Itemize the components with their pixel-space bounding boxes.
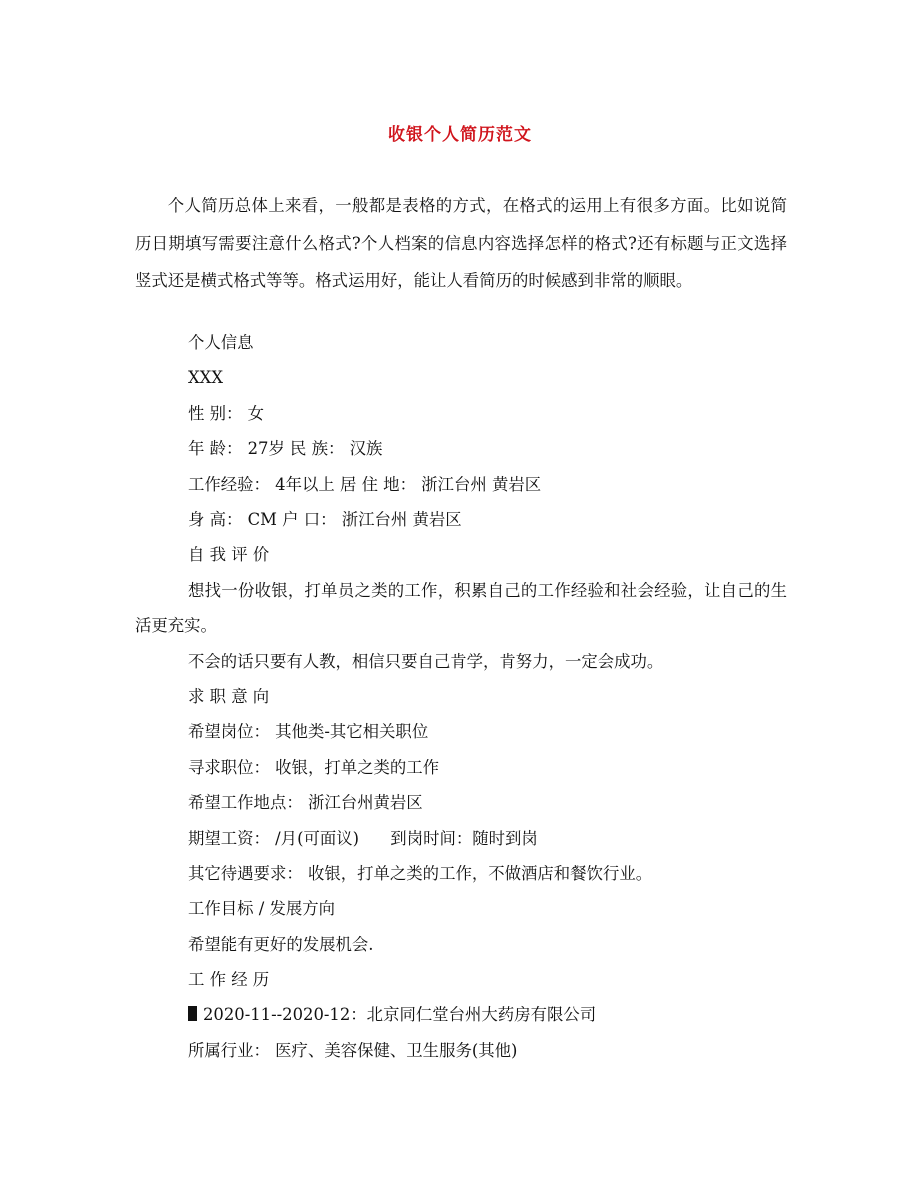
section-heading-career-goal: 工作目标 / 发展方向 bbox=[188, 899, 336, 919]
self-evaluation-line-2: 不会的话只要有人教，相信只要自己肯学，肯努力，一定会成功。 bbox=[188, 651, 664, 671]
other-requirements-line: 其它待遇要求： 收银，打单之类的工作，不做酒店和餐饮行业。 bbox=[188, 863, 653, 883]
career-goal-line: 希望能有更好的发展机会. bbox=[188, 934, 374, 954]
section-heading-personal-info: 个人信息 bbox=[188, 333, 254, 352]
salary-availability-line: 期望工资： /月(可面议) 到岗时间：随时到岗 bbox=[188, 828, 538, 848]
section-heading-work-experience: 工 作 经 历 bbox=[188, 970, 270, 990]
name-value: XXX bbox=[188, 368, 224, 388]
height-hukou-line: 身 高： CM 户 口： 浙江台州 黄岩区 bbox=[188, 509, 462, 529]
sought-position-line: 寻求职位： 收银，打单之类的工作 bbox=[188, 757, 440, 777]
square-bullet-icon bbox=[188, 1006, 197, 1021]
gender-line: 性 别： 女 bbox=[188, 403, 264, 423]
section-heading-self-evaluation: 自 我 评 价 bbox=[188, 545, 270, 565]
desired-position-line: 希望岗位： 其他类-其它相关职位 bbox=[188, 722, 429, 742]
work-entry-line bbox=[188, 997, 788, 1032]
age-ethnicity-line: 年 龄： 27岁 民 族： 汉族 bbox=[188, 439, 383, 459]
intro-paragraph: 个人简历总体上来看，一般都是表格的方式，在格式的运用上有很多方面。比如说简历日期填写需要注意什么格式?个人档案的信息内容选择怎样的格式?还有标题与正文选择竖式还是横式格式等等。格式运用好，能让人看简历的时候感到非常的顺眼。 bbox=[135, 196, 787, 290]
document-title: 收银个人简历范文 bbox=[388, 125, 532, 145]
experience-residence-line: 工作经验： 4年以上 居 住 地： 浙江台州 黄岩区 bbox=[188, 474, 542, 494]
section-heading-job-intention: 求 职 意 向 bbox=[188, 686, 270, 706]
desired-location-line: 希望工作地点： 浙江台州黄岩区 bbox=[188, 793, 423, 813]
industry-line: 所属行业： 医疗、美容保健、卫生服务(其他) bbox=[188, 1040, 518, 1060]
resume-body bbox=[135, 325, 788, 1068]
self-evaluation-paragraph: 想找一份收银，打单员之类的工作，积累自己的工作经验和社会经验，让自己的生活更充实。 bbox=[135, 580, 787, 636]
work-entry-text: 2020-11--2020-12：北京同仁堂台州大药房有限公司 bbox=[203, 1005, 597, 1025]
